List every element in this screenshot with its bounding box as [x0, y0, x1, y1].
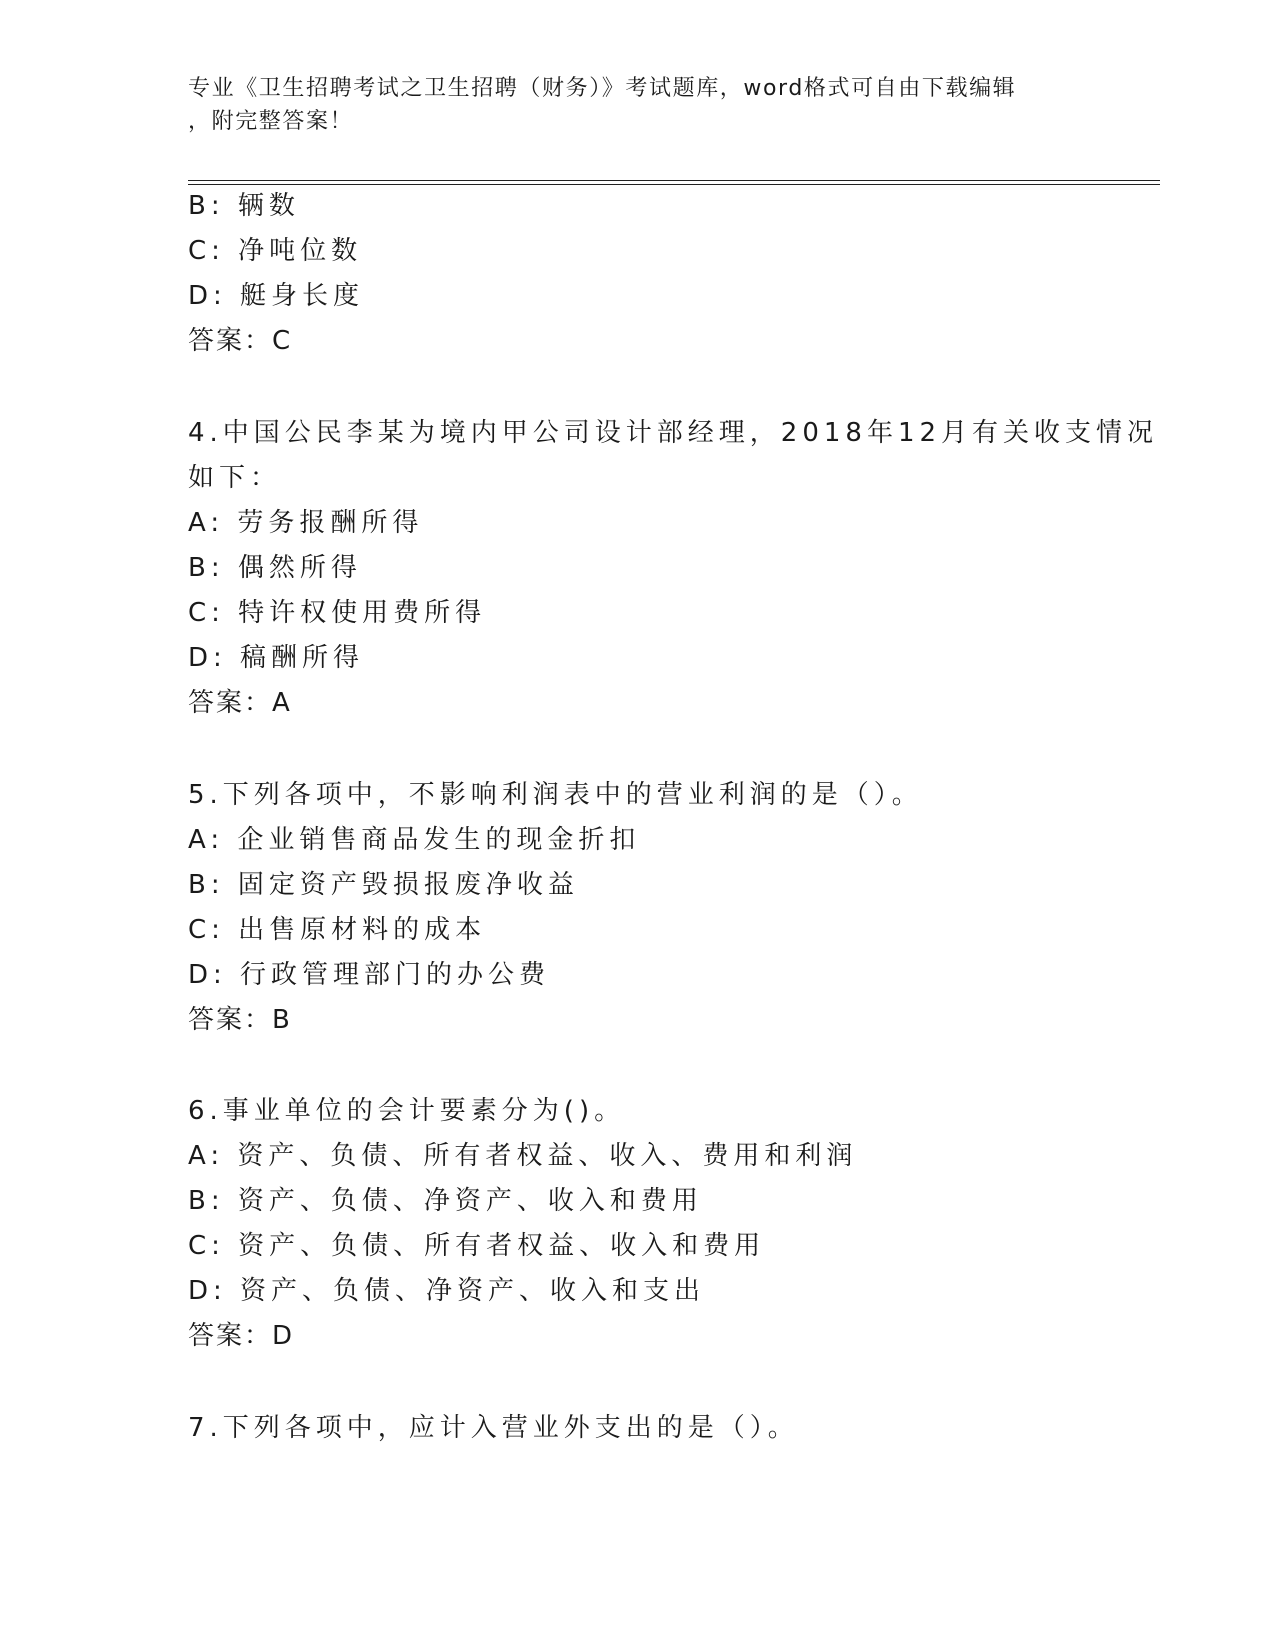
q5-option-a: A: 企业销售商品发生的现金折扣: [188, 825, 641, 855]
q4-option-d: D: 稿酬所得: [188, 643, 365, 673]
q5-stem: 5.下列各项中，不影响利润表中的营业利润的是（）。: [188, 780, 923, 810]
q6-option-c: C: 资产、负债、所有者权益、收入和费用: [188, 1231, 766, 1261]
header-title-line2: ，附完整答案！: [188, 109, 354, 134]
q5-answer: 答案：B: [188, 1005, 292, 1035]
header-divider-top: [188, 180, 1160, 181]
q4-stem-line1: 4.中国公民李某为境内甲公司设计部经理，2018年12月有关收支情况: [188, 418, 1159, 448]
q6-option-a: A: 资产、负债、所有者权益、收入、费用和利润: [188, 1141, 858, 1171]
q4-answer: 答案：A: [188, 688, 292, 718]
q5-option-c: C: 出售原材料的成本: [188, 915, 487, 945]
q4-stem-line2: 如下：: [188, 463, 282, 493]
q4-option-a: A: 劳务报酬所得: [188, 508, 424, 538]
q3-option-c: C: 净吨位数: [188, 236, 363, 266]
q4-option-b: B: 偶然所得: [188, 553, 362, 583]
q6-option-b: B: 资产、负债、净资产、收入和费用: [188, 1186, 703, 1216]
q7-stem: 7.下列各项中，应计入营业外支出的是（）。: [188, 1413, 799, 1443]
q3-option-b: B: 辆数: [188, 191, 300, 221]
q5-option-b: B: 固定资产毁损报废净收益: [188, 870, 579, 900]
q3-option-d: D: 艇身长度: [188, 281, 365, 311]
q6-option-d: D: 资产、负债、净资产、收入和支出: [188, 1276, 706, 1306]
page-header: [188, 72, 1068, 138]
q6-stem: 6.事业单位的会计要素分为()。: [188, 1096, 626, 1126]
header-divider-bottom: [188, 184, 1160, 185]
q4-option-c: C: 特许权使用费所得: [188, 598, 487, 628]
q5-option-d: D: 行政管理部门的办公费: [188, 960, 551, 990]
q6-answer: 答案：D: [188, 1321, 295, 1351]
header-title-line1: 专业《卫生招聘考试之卫生招聘（财务）》考试题库，word格式可自由下载编辑: [188, 76, 1017, 101]
q3-answer: 答案：C: [188, 326, 293, 356]
